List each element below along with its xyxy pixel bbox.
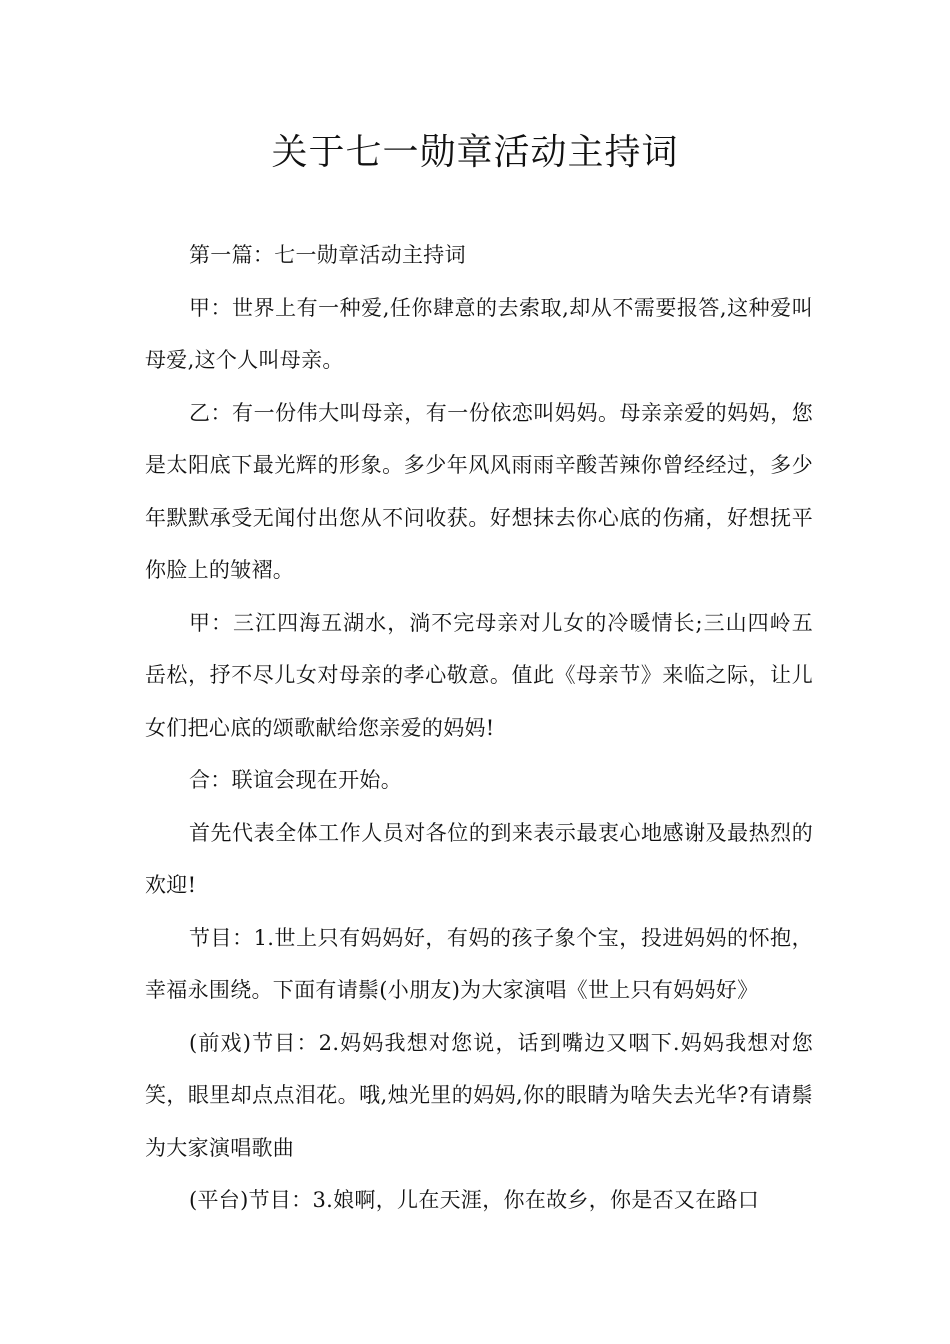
paragraph: (平台)节目：3.娘啊，儿在天涯，你在故乡，你是否又在路口 — [189, 1188, 760, 1212]
document-body — [145, 229, 813, 1227]
paragraph-heading: 第一篇：七一勋章活动主持词 — [189, 243, 466, 267]
paragraph: (前戏)节目：2.妈妈我想对您说，话到嘴边又咽下.妈妈我想对您笑，眼里却点点泪花。哦,烛光里的妈妈,你的眼睛为啥失去光华?有请鬃为大家演唱歌曲 — [145, 1030, 813, 1160]
paragraph: 合：联谊会现在开始。 — [189, 768, 402, 792]
paragraph: 首先代表全体工作人员对各位的到来表示最衷心地感谢及最热烈的欢迎! — [145, 820, 813, 897]
paragraph: 节目：1.世上只有妈妈好，有妈的孩子象个宝，投进妈妈的怀抱，幸福永围绕。下面有请鬃(小朋友)为大家演唱《世上只有妈妈好》 — [145, 925, 813, 1002]
paragraph: 甲：三江四海五湖水，淌不完母亲对儿女的冷暖情长;三山四岭五岳松，抒不尽儿女对母亲的孝心敬意。值此《母亲节》来临之际，让儿女们把心底的颂歌献给您亲爱的妈妈! — [145, 610, 813, 740]
document-title: 关于七一勋章活动主持词 — [271, 132, 679, 173]
paragraph: 乙：有一份伟大叫母亲，有一份依恋叫妈妈。母亲亲爱的妈妈，您是太阳底下最光辉的形象。多少年风风雨雨辛酸苦辣你曾经经过，多少年默默承受无闻付出您从不问收获。好想抹去你心底的伤痛，好想抚平你脸上的皱褶。 — [145, 400, 813, 582]
paragraph: 甲：世界上有一种爱,任你肆意的去索取,却从不需要报答,这种爱叫母爱,这个人叫母亲。 — [145, 295, 813, 372]
